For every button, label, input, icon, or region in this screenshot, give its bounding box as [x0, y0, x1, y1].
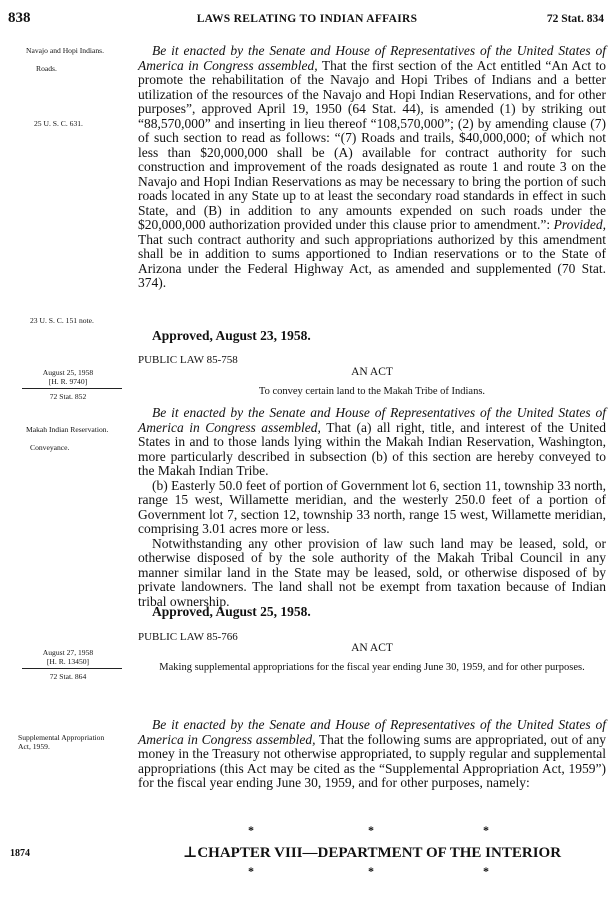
public-law-85-758: PUBLIC LAW 85-758	[138, 354, 238, 366]
star: *	[368, 823, 374, 837]
margin-note-hr-9740: [H. R. 9740]	[48, 377, 88, 386]
act-purpose: Making supplemental appropriations for the fiscal year ending June 30, 1959, and for other purposes.	[159, 662, 585, 673]
footer-number: 1874	[10, 848, 30, 859]
section1-text	[138, 44, 606, 291]
star: *	[248, 864, 254, 878]
margin-note-date-1: August 25, 1958	[42, 368, 94, 377]
margin-note-usc-151: 23 U. S. C. 151 note.	[30, 316, 94, 325]
chapter-heading: ⊥CHAPTER VIII—DEPARTMENT OF THE INTERIOR	[182, 845, 562, 861]
margin-note-roads: Roads.	[36, 64, 57, 73]
header-stat-citation: 72 Stat. 834	[546, 13, 604, 25]
margin-note-date-2: August 27, 1958	[42, 648, 94, 657]
section2-text-a: That (a) all right, title, and interest of the United States in and to those lands lying within the Makah Indian Reservation, Washington, more particularly described in subsection (b) of this section are hereby conveyed to the Makah Indian Tribe.	[138, 419, 607, 478]
an-act-heading: AN ACT	[351, 366, 393, 378]
margin-note-makah: Makah Indian Reservation.	[26, 425, 109, 434]
margin-note-supplemental: Supplemental Appropriation Act, 1959.	[18, 733, 105, 751]
running-title: LAWS RELATING TO INDIAN AFFAIRS	[196, 13, 418, 25]
section2-notwithstanding: Notwithstanding any other provision of law such land may be leased, sold, or otherwise disposed of by the sole authority of the Makah Tribal Council in any manner similar land in the State may be leased, sold, or otherwise disposed of by private landowners. The land shall not be exempt from taxation because of Indian tribal ownership.	[138, 535, 606, 609]
public-law-85-766: PUBLIC LAW 85-766	[138, 631, 238, 643]
act-purpose: To convey certain land to the Makah Tribe of Indians.	[258, 386, 486, 397]
enacting-clause: Be it enacted by the Senate and House of Representatives of the United States of America in Congress assembled,	[138, 717, 606, 747]
margin-note-stat-852: 72 Stat. 852	[49, 392, 87, 401]
section3-text-a: That the following sums are appropriated, out of any money in the Treasury not otherwise appropriated, to supply regular and supplemental appropriations (this Act may be cited as the “Supplemental Appropriation Act, 1959”) for the fiscal year ending June 30, 1959, and for other purposes, namely:	[138, 731, 607, 790]
approved-line-1: Approved, August 23, 1958.	[152, 328, 311, 343]
approved-line-2: Approved, August 25, 1958.	[152, 604, 311, 619]
margin-note-usc-631: 25 U. S. C. 631.	[34, 119, 83, 128]
margin-rule	[22, 668, 122, 669]
section1-text-a: That the first section of the Act entitled “An Act to promote the rehabilitation of the Navajo and Hopi Tribes of Indians and a better utilization of the resources of the Navajo and Hopi Indian Reservations, and for other purposes”, approved April 19, 1950 (64 Stat. 44), is amended (1) by striking out “88,570,000” and inserting in lieu thereof “108,570,000”; (2) by amending clause (7) of such section to read as follows: “(7) Roads and trails, $40,000,000; of which not less than $20,000,000 shall be (A) available for contract authority for such construction and improvement of the roads designated as route 1 and route 3 on the Navajo and Hopi Indian Reservations as may be necessary to bring the portion of such roads located in any State up to at least the secondary road standards in effect in such State, and (B) in addition to any amounts expended on such roads under the $20,000,000 authorization provided under this clause prior to amendment.”:	[138, 57, 607, 232]
margin-note-hr-13450: [H. R. 13450]	[46, 657, 90, 666]
margin-note-navajo-hopi: Navajo and Hopi Indians.	[26, 46, 105, 55]
enacting-clause: Be it enacted by the Senate and House of Representatives of the United States of America in Congress assembled,	[138, 43, 606, 73]
section2-text	[138, 406, 606, 609]
enacting-clause: Be it enacted by the Senate and House of Representatives of the United States of America in Congress assembled,	[138, 405, 606, 435]
provided-keyword: Provided,	[553, 217, 606, 232]
margin-note-conveyance: Conveyance.	[30, 443, 70, 452]
margin-rule	[22, 388, 122, 389]
star: *	[248, 823, 254, 837]
margin-note-stat-864: 72 Stat. 864	[49, 672, 87, 681]
section1-text-b: That such contract authority and such appropriations authorized by this amendment shall be in addition to sums apportioned to Indian reservations or to the State of Arizona under the Federal Highway Act, as amended and supplemented (70 Stat. 374).	[138, 231, 606, 290]
section3-text	[138, 718, 606, 791]
star: *	[368, 864, 374, 878]
an-act-heading: AN ACT	[351, 642, 393, 654]
star: *	[483, 823, 489, 837]
star: *	[483, 864, 489, 878]
page-number: 838	[8, 10, 31, 26]
section2-subsection-b: (b) Easterly 50.0 feet of portion of Government lot 6, section 11, township 33 north, range 15 west, Willamette meridian, and the westerly 250.0 feet of a portion of Government lot 7, section 12, township 33 north, range 15 west, Willamette meridian, comprising 3.01 acres more or less.	[138, 477, 606, 536]
